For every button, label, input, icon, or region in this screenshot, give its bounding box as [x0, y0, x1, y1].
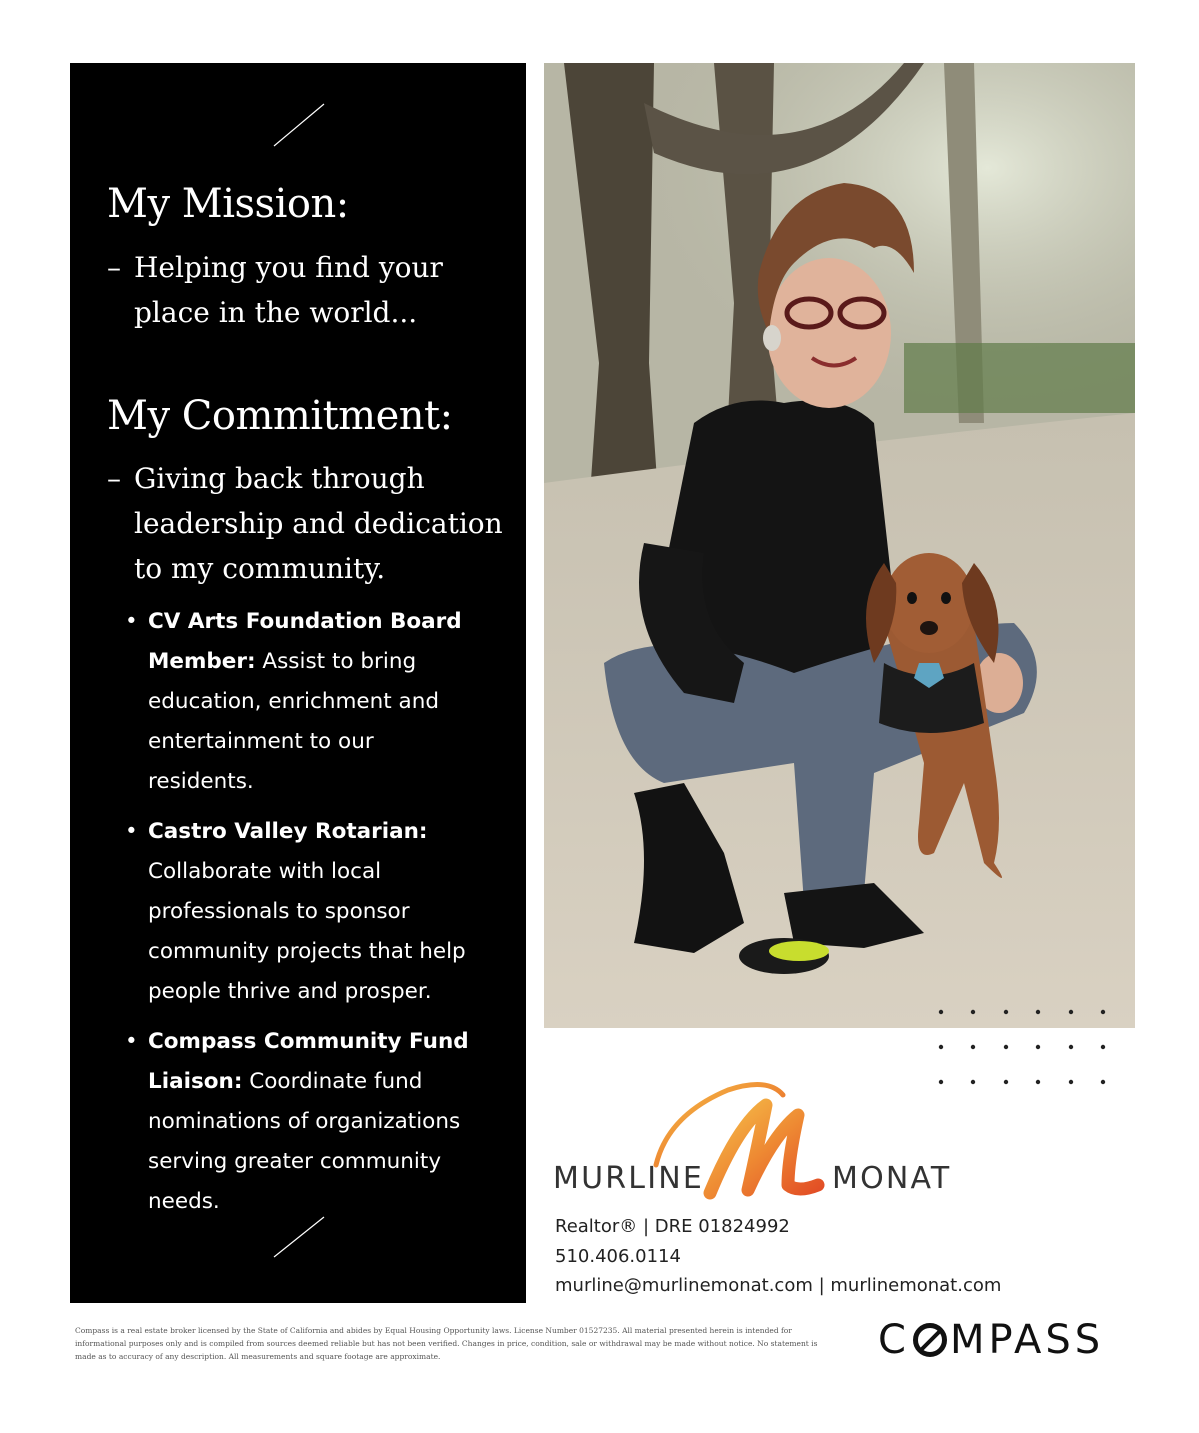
list-item-text: Coordinate fund nominations of organizations serving greater community needs.: [148, 1069, 461, 1214]
compass-o-icon: [913, 1323, 947, 1357]
mission-statement: Helping you find your place in the world...: [134, 251, 443, 329]
email-website-line[interactable]: murline@murlinemonat.com | murlinemonat.com: [555, 1275, 1002, 1296]
mission-title: My Mission:: [107, 181, 349, 227]
slash-decoration-bottom: [273, 1216, 325, 1258]
mission-dash: –: [107, 251, 121, 284]
commitment-text: [107, 456, 517, 591]
list-item-text: Assist to bring education, enrichment and entertainment to our residents.: [148, 649, 439, 794]
list-item-label: Castro Valley Rotarian:: [148, 819, 428, 844]
list-item: [125, 1022, 485, 1222]
contact-block: [555, 1212, 1001, 1301]
list-item: [125, 812, 485, 1012]
commitment-statement: Giving back through leadership and dedication to my community.: [134, 462, 503, 585]
list-item: [125, 602, 485, 802]
photo-illustration: [544, 63, 1135, 1028]
compass-logo-c: C: [878, 1317, 910, 1363]
list-item-label: CV Arts Foundation Board Member:: [148, 609, 462, 674]
bullet: •: [125, 1029, 138, 1054]
agent-photo: [544, 63, 1135, 1028]
mission-text: [107, 245, 507, 335]
mission-panel: [70, 63, 526, 1303]
list-item-text: Collaborate with local professionals to sponsor community projects that help people thrive and prosper.: [148, 859, 466, 1004]
commitment-title: My Commitment:: [107, 393, 453, 439]
logo-last-name: MONAT: [832, 1161, 952, 1196]
slash-decoration-top: [273, 103, 325, 147]
commitment-list: [125, 602, 485, 1232]
list-item-label: Compass Community Fund Liaison:: [148, 1029, 469, 1094]
legal-disclaimer: Compass is a real estate broker licensed by the State of California and abides by Equal Housing Opportunity laws. License Number 01527235. All material presented herein is intended for informational purposes only and is compiled from sources deemed reliable but has not been verified. Changes in price, condition, sale or withdrawal may be made without notice. No statement is made as to accuracy of any description. All measurements and square footage are approximate.: [75, 1326, 818, 1361]
phone-number[interactable]: 510.406.0114: [555, 1245, 681, 1267]
license-line: Realtor® | DRE 01824992: [555, 1216, 790, 1237]
bullet: •: [125, 609, 138, 634]
compass-logo-rest: MPASS: [949, 1317, 1105, 1363]
logo-first-name: MURLINE: [553, 1161, 705, 1196]
agent-logo: [553, 1075, 963, 1205]
compass-logo: [878, 1317, 1104, 1367]
bullet: •: [125, 819, 138, 844]
commitment-dash: –: [107, 462, 121, 495]
